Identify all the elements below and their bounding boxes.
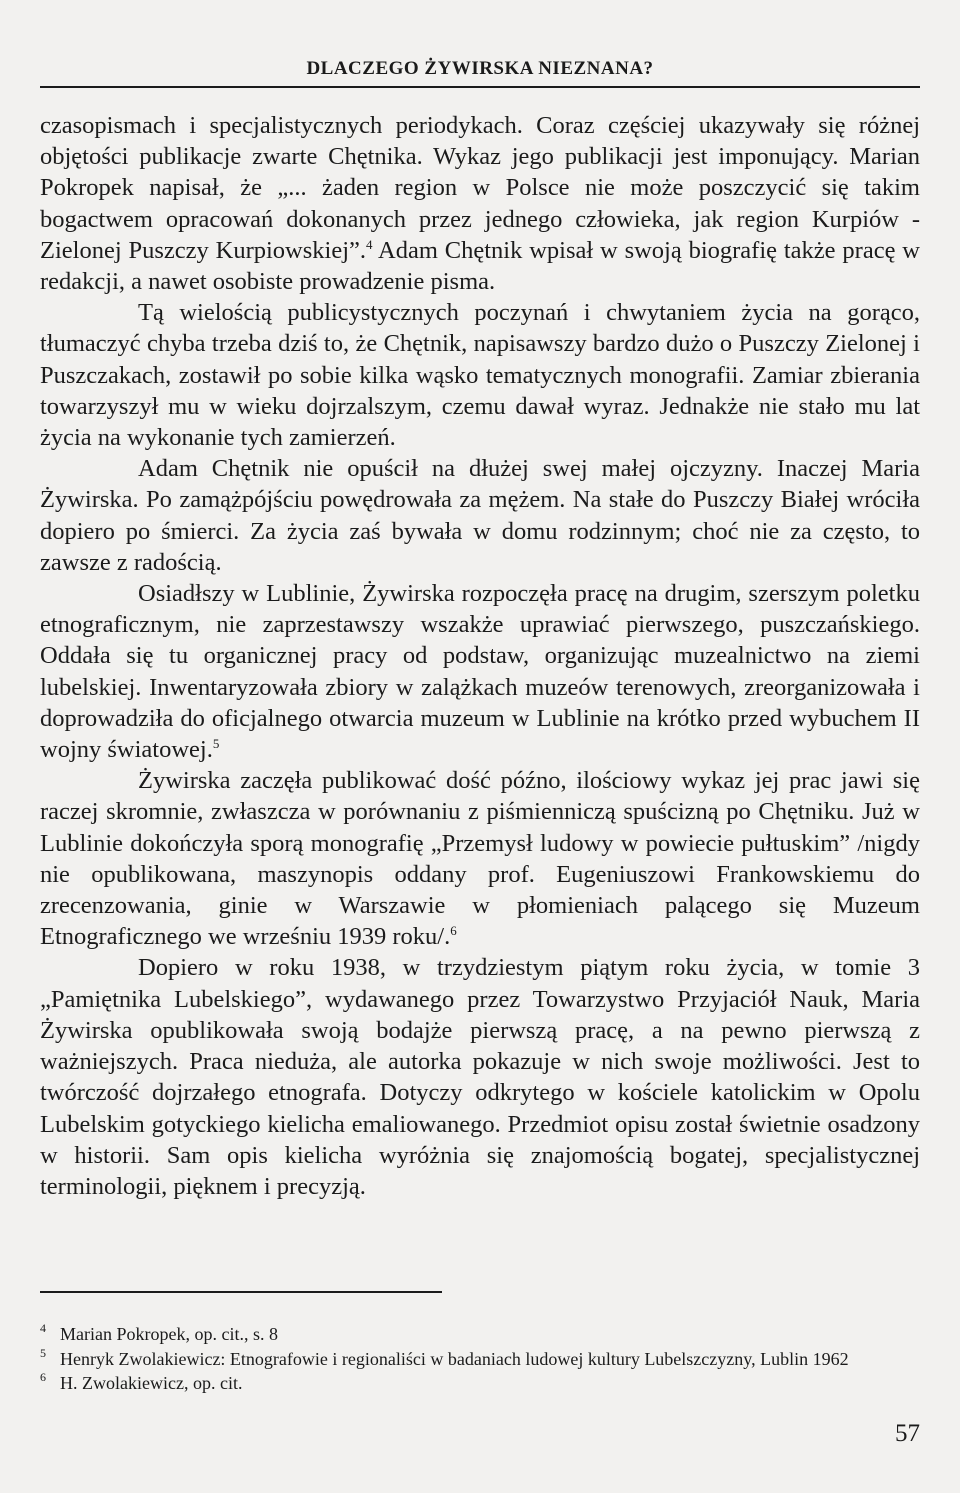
- paragraph: Adam Chętnik nie opuścił na dłużej swej małej ojczyzny. Inaczej Maria Żywirska. Po zamążpójściu powędrowała za mężem. Na stałe do Puszczy Białej wróciła dopiero po śmierci. Za życia zaś bywała w domu rodzinnym; choć nie za często, to zawsze z radością.: [40, 455, 920, 576]
- footnote-rule: [40, 1291, 442, 1293]
- running-header: DLACZEGO ŻYWIRSKA NIEZNANA?: [306, 58, 654, 79]
- paragraph: Tą wielością publicystycznych poczynań i chwytaniem życia na gorąco, tłumaczyć chyba trzeba dziś to, że Chętnik, napisawszy bardzo dużo o Puszczy Zielonej i Puszczakach, zostawił po sobie kilka wąsko tematycznych monografii. Zamiar zbierania towarzyszył mu w wieku dojrzalszym, czemu dawał wyraz. Jednakże nie stało mu lat życia na wykonanie tych zamierzeń.: [40, 299, 920, 452]
- paragraph: Dopiero w roku 1938, w trzydziestym piątym roku życia, w tomie 3 „Pamiętnika Lubelskiego”, wydawanego przez Towarzystwo Przyjaciół Nauk, Maria Żywirska opublikowała swoją bodajże pierwszą pracę, a na pewno pierwszą z ważniejszych. Praca nieduża, ale autorka pokazuje w nich swoje możliwości. Jest to twórczość dojrzałego etnografa. Dotyczy odkrytego w kościele katolickim w Opolu Lubelskim gotyckiego kielicha emaliowanego. Przedmiot opisu został świetnie osadzony w historii. Sam opis kielicha wyróżnia się znajomością bogatej, specjalistycznej terminologii, pięknem i precyzją.: [40, 954, 920, 1200]
- footnote-number: 6: [40, 1370, 46, 1384]
- footnote-text: Marian Pokropek, op. cit., s. 8: [60, 1324, 278, 1344]
- footnote-number: 4: [40, 1321, 46, 1335]
- footnote-ref: 5: [212, 735, 220, 751]
- paragraph: Żywirska zaczęła publikować dość późno, ilościowy wykaz jej prac jawi się raczej skromnie, zwłaszcza w porównaniu z piśmienniczą spuścizną po Chętniku. Już w Lublinie dokończyła sporą monografię „Przemysł ludowy w powiecie pułtuskim” /nigdy nie opublikowana, maszynopis oddany prof. Eugeniuszowi Frankowskiemu do zrecenzowania, ginie w Warszawie w płomieniach palącego się Muzeum Etnograficznego we wrześniu 1939 roku/.$^6$: [40, 767, 920, 951]
- footnote: [40, 1322, 920, 1347]
- footnote-ref: 6: [450, 923, 457, 939]
- paragraph: Osiadłszy w Lublinie, Żywirska rozpoczęła pracę na drugim, szerszym poletku etnograficznym, nie zaprzestawszy wszakże uprawiać pierwszego, puszczańskiego. Oddała się tu organicznej pracy od podstaw, organizując muzealnictwo na ziemi lubelskiej. Inwentaryzowała zbiory w zalążkach muzeów terenowych, zreorganizowała i doprowadziła do oficjalnego otwarcia muzeum w Lublinie na krótko przed wybuchem II wojny światowej.$^5$: [40, 580, 920, 764]
- footnote-text: H. Zwolakiewicz, op. cit.: [60, 1373, 243, 1393]
- footnote: [40, 1371, 920, 1396]
- body-text: [40, 110, 920, 1202]
- footnotes: [40, 1322, 920, 1396]
- footnote: [40, 1347, 920, 1372]
- footnote-text: Henryk Zwolakiewicz: Etnografowie i regionaliści w badaniach ludowej kultury Lubelszczyzny, Lublin 1962: [60, 1348, 849, 1369]
- footnote-ref: 4: [366, 236, 373, 252]
- page-number: 57: [895, 1420, 920, 1447]
- footnote-number: 5: [40, 1345, 46, 1360]
- paragraph: czasopismach i specjalistycznych periodykach. Coraz częściej ukazywały się różnej objętości publikacje zwarte Chętnika. Wykaz jego publikacji jest imponujący. Marian Pokropek napisał, że „... żaden region w Polsce nie może poszczycić się takim bogactwem opracowań dokonanych przez jednego człowieka, jak region Kurpiów - Zielonej Puszczy Kurpiowskiej”.$^4$ Adam Chętnik wpisał w swoją biografię także pracę w redakcji, a nawet osobiste prowadzenie pisma.: [40, 112, 920, 296]
- header-rule: [40, 86, 920, 88]
